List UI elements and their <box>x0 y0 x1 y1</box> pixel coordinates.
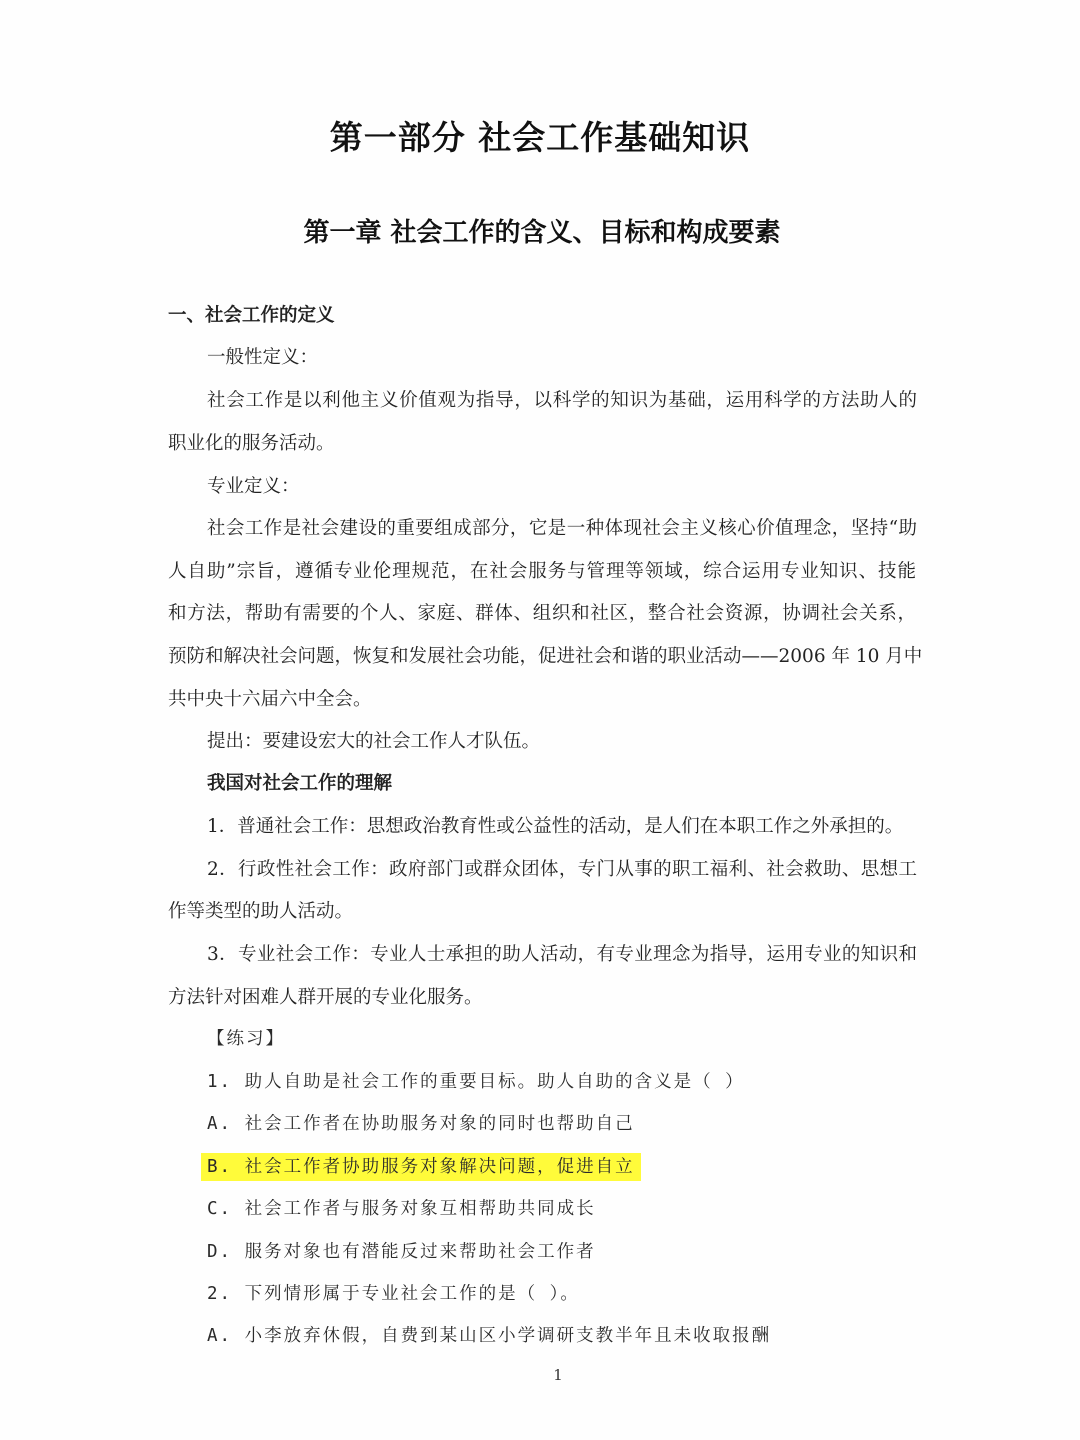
understanding-item: 作等类型的助人活动。 <box>168 901 354 922</box>
highlight-marker: B. 社会工作者协助服务对象解决问题，促进自立 <box>201 1153 641 1181</box>
page-number: 1 <box>553 1366 563 1384</box>
understanding-item: 方法针对困难人群开展的专业化服务。 <box>168 987 483 1008</box>
chapter-title: 第一章 社会工作的含义、目标和构成要素 <box>303 218 781 248</box>
professional-definition-line: 共中央十六届六中全会。 <box>168 689 372 710</box>
understanding-item: 2．行政性社会工作：政府部门或群众团体，专门从事的职工福利、社会救助、思想工 <box>207 859 917 880</box>
question-2-option-a: A. 小李放弃休假，自费到某山区小学调研支教半年且未收取报酬 <box>207 1326 772 1346</box>
general-definition-line: 社会工作是以利他主义价值观为指导，以科学的知识为基础，运用科学的方法助人的 <box>207 390 917 411</box>
understanding-heading: 我国对社会工作的理解 <box>207 773 393 794</box>
professional-definition-line: 社会工作是社会建设的重要组成部分，它是一种体现社会主义核心价值理念，坚持“助 <box>207 518 917 539</box>
question-1-option-c: C. 社会工作者与服务对象互相帮助共同成长 <box>207 1199 596 1219</box>
question-1-option-b-highlighted <box>207 1155 641 1179</box>
general-definition-label: 一般性定义： <box>207 347 319 368</box>
question-1-option-d: D. 服务对象也有潜能反过来帮助社会工作者 <box>207 1242 596 1262</box>
professional-definition-label: 专业定义： <box>207 476 300 497</box>
professional-definition-line: 和方法，帮助有需要的个人、家庭、群体、组织和社区，整合社会资源，协调社会关系， <box>168 603 916 624</box>
understanding-item: 1．普通社会工作：思想政治教育性或公益性的活动，是人们在本职工作之外承担的。 <box>207 816 904 837</box>
question-2: 2. 下列情形属于专业社会工作的是（ ）。 <box>207 1284 580 1304</box>
understanding-item: 3．专业社会工作：专业人士承担的助人活动，有专业理念为指导，运用专业的知识和 <box>207 944 917 965</box>
part-title: 第一部分 社会工作基础知识 <box>329 118 751 157</box>
proposal-text: 提出：要建设宏大的社会工作人才队伍。 <box>207 731 541 752</box>
question-1-option-a: A. 社会工作者在协助服务对象的同时也帮助自己 <box>207 1114 635 1134</box>
professional-definition-line: 人自助”宗旨，遵循专业伦理规范，在社会服务与管理等领域，综合运用专业知识、技能 <box>168 561 916 582</box>
practice-label: 【练习】 <box>207 1029 285 1049</box>
question-1: 1. 助人自助是社会工作的重要目标。助人自助的含义是（ ） <box>207 1072 745 1092</box>
professional-definition-line: 预防和解决社会问题，恢复和发展社会功能，促进社会和谐的职业活动——2006 年 10 月中 <box>168 646 923 667</box>
section-heading: 一、社会工作的定义 <box>168 305 335 326</box>
general-definition-line: 职业化的服务活动。 <box>168 433 335 454</box>
